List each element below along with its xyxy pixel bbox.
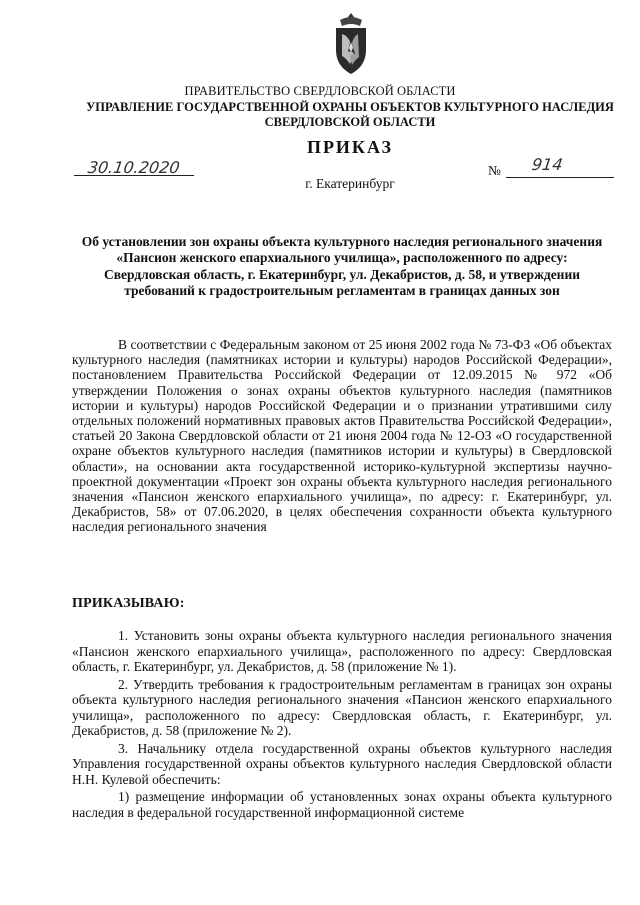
order-word: ПРИКАЗЫВАЮ: bbox=[72, 596, 185, 611]
order-number: 914 bbox=[530, 155, 564, 174]
order-subject: Об установлении зон охраны объекта культурного наследия регионального значения «Пансион женского епархиального училища», расположенного по адресу: Свердловская область, г. Екатеринбург, ул. Декабристов, д. 58, и утверждении требований к градостроительным регламентам в границах данных зон bbox=[81, 234, 603, 299]
coat-of-arms-icon bbox=[330, 12, 372, 78]
department-name: УПРАВЛЕНИЕ ГОСУДАРСТВЕННОЙ ОХРАНЫ ОБЪЕКТОВ КУЛЬТУРНОГО НАСЛЕДИЯ СВЕРДЛОВСКОЙ ОБЛАСТИ bbox=[86, 100, 614, 129]
document-type: ПРИКАЗ bbox=[306, 137, 394, 157]
order-date: 30.10.2020 bbox=[86, 158, 181, 177]
government-name: ПРАВИТЕЛЬСТВО СВЕРДЛОВСКОЙ ОБЛАСТИ bbox=[184, 84, 456, 98]
preamble bbox=[72, 337, 612, 535]
order-item: 1. Установить зоны охраны объекта культурного наследия регионального значения «Пансион женского епархиального училища», расположенного по адресу: Свердловская область, г. Екатеринбург, ул. Декабристов, д. 58 (приложение № 1). bbox=[72, 628, 612, 674]
order-item: 3. Начальнику отдела государственной охраны объектов культурного наследия Управления государственной охраны объектов культурного наследия Свердловской области Н.Н. Кулевой обеспечить: bbox=[72, 740, 612, 787]
order-items bbox=[72, 628, 612, 822]
city: г. Екатеринбург bbox=[305, 176, 395, 191]
number-label: № bbox=[488, 163, 501, 178]
order-item: 2. Утвердить требования к градостроительным регламентам в границах зон охраны объекта культурного наследия регионального значения «Пансион женского епархиального училища», расположенного по адресу: Свердловская область, г. Екатеринбург, ул. Декабристов, д. 58 (приложение № 2). bbox=[72, 676, 612, 738]
preamble-text: В соответствии с Федеральным законом от 25 июня 2002 года № 73-ФЗ «Об объектах культурного наследия (памятниках истории и культуры) народов Российской Федерации», постановлением Правительства Российской Федерации от 12.09.2015 № 972 «Об утверждении Положения о зонах охраны объектов культурного наследия (памятников истории и культуры) народов Российской Федерации и о признании утратившими силу отдельных положений нормативных правовых актов Правительства Российской Федерации», статьей 20 Закона Свердловской области от 21 июня 2004 года № 12-ОЗ «О государственной охране объектов культурного наследия (памятников истории и культуры) в Свердловской области», на основании акта государственной историко-культурной экспертизы научно-проектной документации «Проект зон охраны объекта культурного наследия регионального значения «Пансион женского епархиального училища», по адресу: г. Екатеринбург, ул. Декабристов, 58» от 07.06.2020, в целях обеспечения сохранности объекта культурного наследия регионального значения bbox=[72, 337, 612, 535]
order-item: 1) размещение информации об установленных зонах охраны объекта культурного наследия в федеральной государственной информационной системе bbox=[72, 789, 612, 820]
